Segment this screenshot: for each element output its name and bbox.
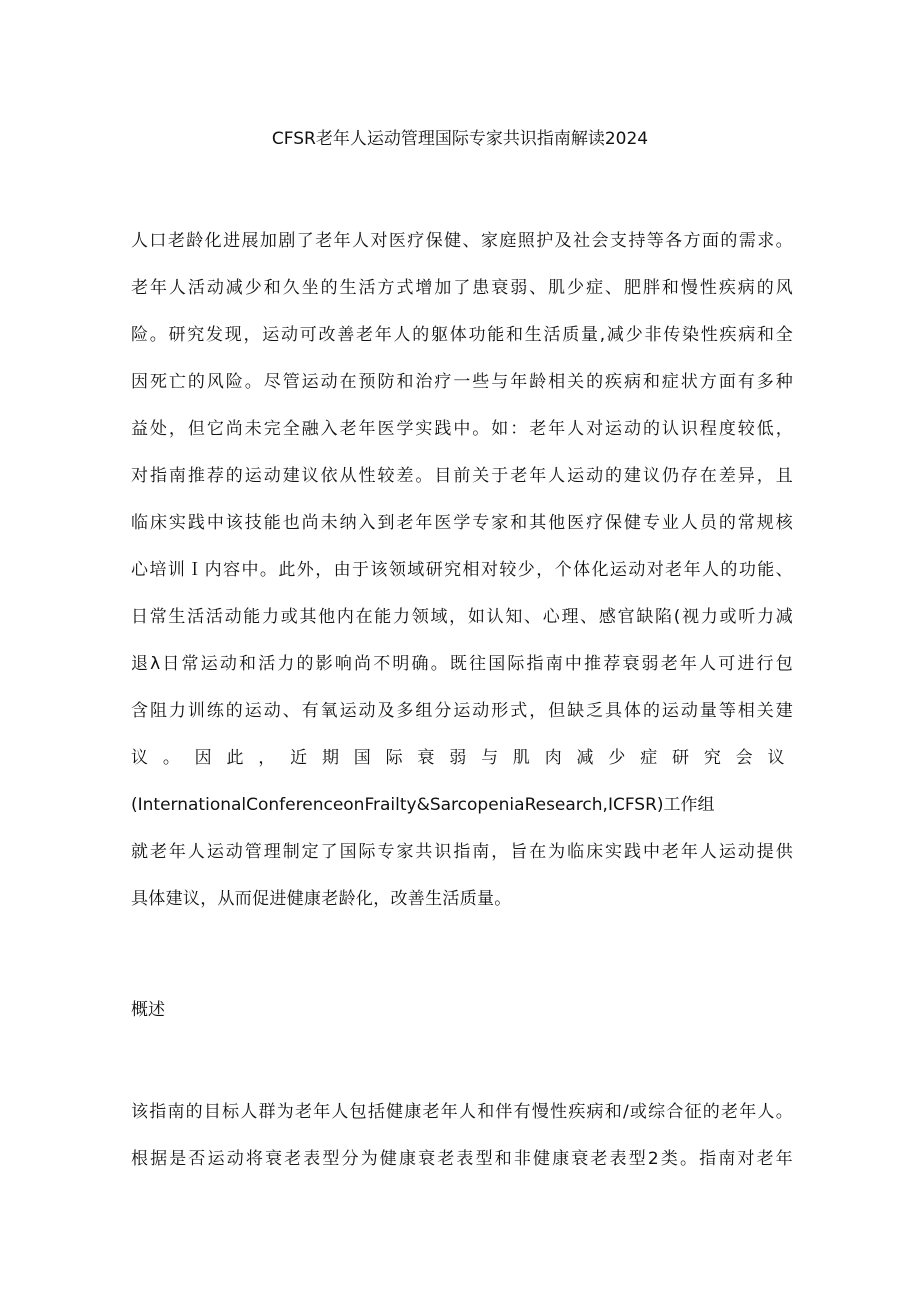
paragraph-line: 因死亡的风险。尽管运动在预防和治疗一些与年龄相关的疾病和症状方面有多种 xyxy=(131,372,793,392)
paragraph-line: 含阻力训练的运动、有氧运动及多组分运动形式，但缺乏具体的运动量等相关建 xyxy=(131,701,793,721)
paragraph-line: 议。因此，近期国际衰弱与肌肉减少症研究会议 xyxy=(131,748,793,768)
paragraph-line: 益处，但它尚未完全融入老年医学实践中。如：老年人对运动的认识程度较低， xyxy=(131,419,793,439)
paragraph-line: (InternationalConferenceonFrailty&SarcopeniaResearch,ICFSR)工作组 xyxy=(131,795,715,815)
paragraph-line: 该指南的目标人群为老年人包括健康老年人和伴有慢性疾病和/或综合征的老年人。 xyxy=(131,1102,793,1122)
paragraph-line: 日常生活活动能力或其他内在能力领域，如认知、心理、感官缺陷(视力或听力减 xyxy=(131,607,793,627)
paragraph-line: 根据是否运动将衰老表型分为健康衰老表型和非健康衰老表型2类。指南对老年 xyxy=(131,1149,793,1169)
paragraph-line: 老年人活动减少和久坐的生活方式增加了患衰弱、肌少症、肥胖和慢性疾病的风 xyxy=(131,278,793,298)
paragraph-line: 临床实践中该技能也尚未纳入到老年医学专家和其他医疗保健专业人员的常规核 xyxy=(131,513,793,533)
paragraph-line: 险。研究发现，运动可改善老年人的躯体功能和生活质量,减少非传染性疾病和全 xyxy=(131,325,793,345)
paragraph-line: 退λ日常运动和活力的影响尚不明确。既往国际指南中推荐衰弱老年人可进行包 xyxy=(131,654,793,674)
paragraph-line: 对指南推荐的运动建议依从性较差。目前关于老年人运动的建议仍存在差异，且 xyxy=(131,466,793,486)
document-title: CFSR老年人运动管理国际专家共识指南解读2024 xyxy=(271,129,649,149)
paragraph-line: 心培训Ｉ内容中。此外，由于该领域研究相对较少，个体化运动对老年人的功能、 xyxy=(131,560,793,580)
section-heading: 概述 xyxy=(131,1000,165,1020)
paragraph-line: 具体建议，从而促进健康老龄化，改善生活质量。 xyxy=(131,889,512,909)
paragraph-line: 就老年人运动管理制定了国际专家共识指南，旨在为临床实践中老年人运动提供 xyxy=(131,842,793,862)
paragraph-line: 人口老龄化进展加剧了老年人对医疗保健、家庭照护及社会支持等各方面的需求。 xyxy=(131,231,793,251)
